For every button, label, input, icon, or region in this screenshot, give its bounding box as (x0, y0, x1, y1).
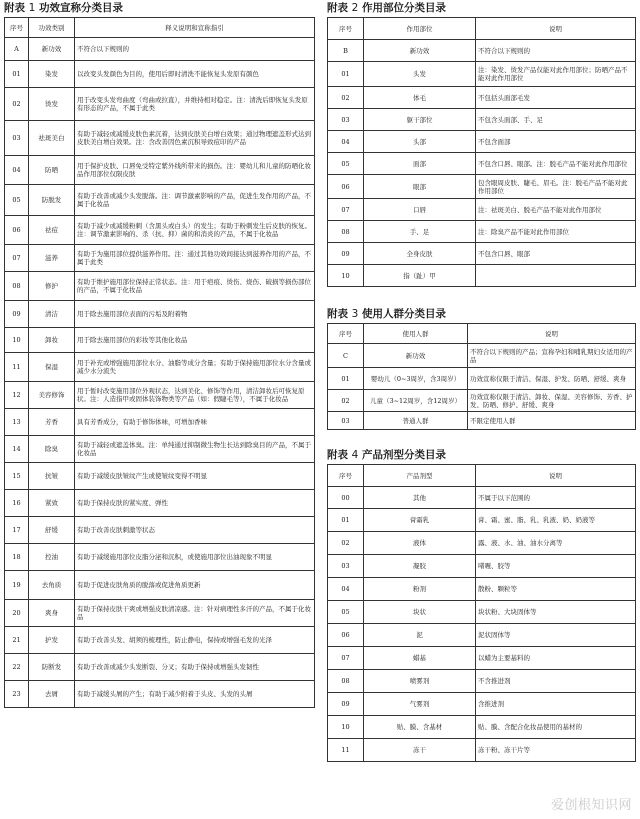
description-cell: 有助于减缓施用部位皮脂分泌和沉积，或使施用部位出油现象不明显 (75, 544, 315, 571)
header-row (328, 18, 636, 40)
table-row (5, 490, 315, 517)
index-cell: B (328, 40, 364, 62)
description-cell: 泥状固体等 (476, 624, 636, 647)
index-cell: 02 (328, 87, 364, 109)
table2-title (327, 0, 636, 17)
header-row (328, 465, 636, 487)
description-cell: 有助于保持皮肤的紧实度、弹性 (75, 490, 315, 517)
table-row (5, 121, 315, 156)
title-prefix: 附表 (327, 449, 348, 461)
description-cell: 不属于以下范围的 (476, 487, 636, 509)
category-cell: 贴、膜、含基材 (364, 716, 476, 739)
description-cell: 用于改变头发弯曲度（弯曲或拉直），并维持相对稳定。注：清洗后即恢复头发原有形态的产品，不属于此类 (75, 88, 315, 121)
description-cell: 冻干粉、冻干片等 (476, 739, 636, 762)
description-cell: 不含推进剂 (476, 670, 636, 693)
table4-title (327, 447, 636, 464)
table-row (5, 681, 315, 708)
index-cell: 05 (328, 153, 364, 175)
index-cell: 03 (328, 412, 364, 430)
index-cell: 07 (328, 199, 364, 221)
header-cell: 使用人群 (364, 324, 468, 344)
table-row (328, 40, 636, 62)
index-cell: 01 (328, 509, 364, 532)
header-row (328, 324, 636, 344)
table-row (5, 517, 315, 544)
table-row (328, 739, 636, 762)
description-cell: 露、液、水、油、油水分离等 (476, 532, 636, 555)
description-cell: 膏、霜、蜜、脂、乳、乳液、奶、奶液等 (476, 509, 636, 532)
index-cell: 02 (5, 88, 29, 121)
table-row (328, 578, 636, 601)
description-cell: 不限定使用人群 (468, 412, 636, 430)
index-cell: 03 (328, 555, 364, 578)
category-cell: 烫发 (29, 88, 75, 121)
description-cell: 不包含口唇、眼部。注：脱毛产品不能对此作用部位 (476, 153, 636, 175)
body-part-table (327, 17, 636, 287)
description-cell: 用于保护皮肤、口唇免受特定紫外线所带来的损伤。注：婴幼儿和儿童的防晒化妆品作用部位仅限皮肤 (75, 156, 315, 185)
description-cell: 有助于促进皮肤角质的脱落或促进角质更新 (75, 571, 315, 600)
category-cell: 手、足 (364, 221, 476, 243)
table-row (5, 544, 315, 571)
header-cell: 作用部位 (364, 18, 476, 40)
title-number: 4 (351, 449, 359, 461)
description-cell: 不包含头面部、手、足 (476, 109, 636, 131)
category-cell: 卸妆 (29, 328, 75, 353)
index-cell: 02 (328, 390, 364, 412)
category-cell: 口唇 (364, 199, 476, 221)
index-cell: 17 (5, 517, 29, 544)
table-row (328, 109, 636, 131)
header-cell: 说明 (476, 18, 636, 40)
category-cell: 普通人群 (364, 412, 468, 430)
category-cell: 新功效 (29, 38, 75, 61)
table-row (328, 670, 636, 693)
index-cell: 06 (328, 175, 364, 199)
table-row (328, 555, 636, 578)
description-cell: 以蜡为主要基料的 (476, 647, 636, 670)
index-cell: 16 (5, 490, 29, 517)
table-row (328, 532, 636, 555)
table-row (5, 272, 315, 301)
category-cell: 控油 (29, 544, 75, 571)
table-row (5, 353, 315, 382)
description-cell: 有助于减缓皮肤皱纹产生或使皱纹变得不明显 (75, 463, 315, 490)
description-cell: 有助于减少或减缓粉刺（含黑头或白头）的发生；有助于粉刺发生后皮肤的恢复。注：调节激素影响的、杀（抗、抑）菌的和消炎的产品，不属于化妆品 (75, 216, 315, 245)
index-cell: 19 (5, 571, 29, 600)
index-cell: 01 (328, 62, 364, 87)
index-cell: 21 (5, 627, 29, 654)
table-row (5, 328, 315, 353)
index-cell: 10 (328, 265, 364, 287)
category-cell: 滋养 (29, 245, 75, 272)
dosage-form-table (327, 464, 636, 762)
table-row (328, 221, 636, 243)
title-number: 3 (351, 308, 359, 320)
table-row (5, 654, 315, 681)
table-row (328, 62, 636, 87)
title-prefix: 附表 (327, 308, 348, 320)
description-cell: 啫喱、胶等 (476, 555, 636, 578)
title-text: 功效宣称分类目录 (39, 2, 123, 14)
description-cell (476, 265, 636, 287)
category-cell: 膏霜乳 (364, 509, 476, 532)
description-cell: 块状粉、大块固体等 (476, 601, 636, 624)
index-cell: 09 (328, 243, 364, 265)
user-group-table (327, 323, 636, 430)
index-cell: 11 (328, 739, 364, 762)
index-cell: 05 (5, 185, 29, 216)
index-cell: 04 (5, 156, 29, 185)
efficacy-table (4, 17, 315, 708)
description-cell: 有助于为施用部位提供滋养作用。注：通过其他功效间接达到滋养作用的产品，不属于此类 (75, 245, 315, 272)
index-cell: 06 (5, 216, 29, 245)
description-cell: 功效宣称仅限于清洁、卸妆、保湿、美容修饰、芳香、护发、防晒、修护、舒缓、爽身 (468, 390, 636, 412)
category-cell: 防脱发 (29, 185, 75, 216)
table-row (5, 185, 315, 216)
index-cell: 07 (328, 647, 364, 670)
category-cell: 眼部 (364, 175, 476, 199)
description-cell: 具有芳香成分，有助于修饰体味，可增加香味 (75, 409, 315, 436)
title-prefix: 附表 (327, 2, 348, 14)
description-cell: 用于暂时改变施用部位外观状态，达到美化、修饰等作用，清洁卸妆后可恢复原状。注：人造指甲或固体装饰物类等产品（如：假睫毛等），不属于化妆品 (75, 382, 315, 409)
index-cell: 09 (5, 301, 29, 328)
description-cell: 注：除臭产品不能对此作用部位 (476, 221, 636, 243)
index-cell: 10 (328, 716, 364, 739)
category-cell: 美容修饰 (29, 382, 75, 409)
description-cell: 用于补充或增强施用部位水分、油脂等成分含量；有助于保持施用部位水分含量或减少水分流失 (75, 353, 315, 382)
category-cell: 气雾剂 (364, 693, 476, 716)
title-prefix: 附表 (4, 2, 25, 14)
header-cell: 序号 (328, 18, 364, 40)
index-cell: C (328, 344, 364, 368)
index-cell: 08 (328, 670, 364, 693)
table-row (328, 368, 636, 390)
category-cell: 粉剂 (364, 578, 476, 601)
description-cell: 有助于减轻或减缓皮肤色素沉着，达到皮肤美白增白效果；通过物理遮盖形式达到皮肤美白增白效果。注：含改善因色素沉积导致痘印的产品 (75, 121, 315, 156)
index-cell: 03 (328, 109, 364, 131)
category-cell: 去角质 (29, 571, 75, 600)
left-column (4, 0, 315, 708)
index-cell: 22 (5, 654, 29, 681)
table-row (5, 382, 315, 409)
description-cell: 有助于改善或减少头发脱落。注：调节激素影响的产品，促进生发作用的产品，不属于化妆品 (75, 185, 315, 216)
description-cell: 有助于减缓头屑的产生；有助于减少附着于头皮、头发的头屑 (75, 681, 315, 708)
category-cell: 头部 (364, 131, 476, 153)
index-cell: 04 (328, 131, 364, 153)
index-cell: 18 (5, 544, 29, 571)
index-cell: 01 (5, 61, 29, 88)
table-row (328, 87, 636, 109)
header-cell: 序号 (328, 465, 364, 487)
category-cell: 紧致 (29, 490, 75, 517)
index-cell: 12 (5, 382, 29, 409)
index-cell: 07 (5, 245, 29, 272)
description-cell: 注：染发、烫发产品仅能对此作用部位；防晒产品不能对此作用部位 (476, 62, 636, 87)
category-cell: 祛斑美白 (29, 121, 75, 156)
table-row (5, 600, 315, 627)
category-cell: 块状 (364, 601, 476, 624)
description-cell: 不符合以下规则的产品；宣称孕妇和哺乳期妇女适用的产品 (468, 344, 636, 368)
index-cell: 15 (5, 463, 29, 490)
table-row (328, 153, 636, 175)
category-cell: 指（趾）甲 (364, 265, 476, 287)
header-cell: 序号 (5, 18, 29, 38)
index-cell: 05 (328, 601, 364, 624)
index-cell: 08 (5, 272, 29, 301)
table-row (328, 412, 636, 430)
table-row (328, 647, 636, 670)
category-cell: 体毛 (364, 87, 476, 109)
index-cell: 01 (328, 368, 364, 390)
table-row (328, 624, 636, 647)
category-cell: 爽身 (29, 600, 75, 627)
category-cell: 舒缓 (29, 517, 75, 544)
index-cell: A (5, 38, 29, 61)
category-cell: 防断发 (29, 654, 75, 681)
description-cell: 有助于改善或减少头发断裂、分叉；有助于保持或增强头发韧性 (75, 654, 315, 681)
table-row (5, 38, 315, 61)
description-cell: 用于除去施用部位表面的污垢及附着物 (75, 301, 315, 328)
header-row (5, 18, 315, 38)
table-row (5, 216, 315, 245)
description-cell: 有助于保持皮肤干爽或增强皮肤清凉感。注：针对病理性多汗的产品，不属于化妆品 (75, 600, 315, 627)
description-cell: 不包括头面部毛发 (476, 87, 636, 109)
title-number: 1 (28, 2, 36, 14)
category-cell: 新功效 (364, 40, 476, 62)
index-cell: 00 (328, 487, 364, 509)
category-cell: 液体 (364, 532, 476, 555)
category-cell: 护发 (29, 627, 75, 654)
description-cell: 以改变头发颜色为目的，使用后即时清洗不能恢复头发原有颜色 (75, 61, 315, 88)
index-cell: 10 (5, 328, 29, 353)
description-cell: 不包含面部 (476, 131, 636, 153)
table-row (328, 487, 636, 509)
category-cell: 祛痘 (29, 216, 75, 245)
header-cell: 产品剂型 (364, 465, 476, 487)
category-cell: 染发 (29, 61, 75, 88)
category-cell: 芳香 (29, 409, 75, 436)
table-row (328, 265, 636, 287)
index-cell: 04 (328, 578, 364, 601)
description-cell: 有助于改善皮肤刺激等状态 (75, 517, 315, 544)
table-row (5, 88, 315, 121)
title-text: 作用部位分类目录 (362, 2, 446, 14)
table-row (5, 436, 315, 463)
index-cell: 23 (5, 681, 29, 708)
description-cell: 注：祛斑美白、脱毛产品不能对此作用部位 (476, 199, 636, 221)
description-cell: 包含眼周皮肤、睫毛、眉毛。注：脱毛产品不能对此作用部位 (476, 175, 636, 199)
category-cell: 去屑 (29, 681, 75, 708)
index-cell: 13 (5, 409, 29, 436)
category-cell: 头发 (364, 62, 476, 87)
category-cell: 冻干 (364, 739, 476, 762)
category-cell: 防晒 (29, 156, 75, 185)
table1-title (4, 0, 315, 17)
category-cell: 清洁 (29, 301, 75, 328)
table-row (5, 245, 315, 272)
category-cell: 保湿 (29, 353, 75, 382)
table-row (328, 693, 636, 716)
index-cell: 02 (328, 532, 364, 555)
description-cell: 用于除去施用部位的彩妆等其他化妆品 (75, 328, 315, 353)
index-cell: 06 (328, 624, 364, 647)
category-cell: 抗皱 (29, 463, 75, 490)
category-cell: 喷雾剂 (364, 670, 476, 693)
right-column (327, 0, 636, 762)
category-cell: 新功效 (364, 344, 468, 368)
table-row (328, 175, 636, 199)
table-row (5, 627, 315, 654)
table-row (328, 601, 636, 624)
table-row (5, 156, 315, 185)
category-cell: 凝胶 (364, 555, 476, 578)
category-cell: 躯干部位 (364, 109, 476, 131)
description-cell: 不符合以下规则的 (75, 38, 315, 61)
table-row (328, 509, 636, 532)
table-row (328, 199, 636, 221)
description-cell: 贴、膜、含配合化妆品使用的基材的 (476, 716, 636, 739)
category-cell: 泥 (364, 624, 476, 647)
category-cell: 全身皮肤 (364, 243, 476, 265)
table-row (328, 390, 636, 412)
table-row (5, 61, 315, 88)
table-row (5, 301, 315, 328)
description-cell: 不符合以下规则的 (476, 40, 636, 62)
header-cell: 功效类别 (29, 18, 75, 38)
table-row (5, 409, 315, 436)
header-cell: 说明 (476, 465, 636, 487)
title-number: 2 (351, 2, 359, 14)
index-cell: 14 (5, 436, 29, 463)
table-row (328, 716, 636, 739)
description-cell: 有助于改善头发、胡须的梳理性，防止静电，保持或增强毛发的光泽 (75, 627, 315, 654)
description-cell: 有助于减轻或遮盖体臭。注：单纯通过抑制微生物生长达到除臭目的产品，不属于化妆品 (75, 436, 315, 463)
header-cell: 序号 (328, 324, 364, 344)
category-cell: 儿童（3~12周岁，含12周岁） (364, 390, 468, 412)
table-row (5, 571, 315, 600)
table-row (328, 131, 636, 153)
category-cell: 面部 (364, 153, 476, 175)
description-cell: 含推进剂 (476, 693, 636, 716)
table3-title (327, 306, 636, 323)
index-cell: 03 (5, 121, 29, 156)
index-cell: 08 (328, 221, 364, 243)
header-cell: 说明 (468, 324, 636, 344)
watermark: 爱创根知识网 (550, 798, 632, 813)
description-cell: 不包含口唇、眼部 (476, 243, 636, 265)
category-cell: 婴幼儿（0~3周岁，含3周岁） (364, 368, 468, 390)
category-cell: 蜡基 (364, 647, 476, 670)
category-cell: 修护 (29, 272, 75, 301)
index-cell: 11 (5, 353, 29, 382)
title-text: 产品剂型分类目录 (362, 449, 446, 461)
description-cell: 有助于维护施用部位保持正常状态。注：用于疤痕、烫伤、烧伤、破损等损伤部位的产品，不属于化妆品 (75, 272, 315, 301)
index-cell: 20 (5, 600, 29, 627)
title-text: 使用人群分类目录 (362, 308, 446, 320)
category-cell: 除臭 (29, 436, 75, 463)
description-cell: 散粉、颗粒等 (476, 578, 636, 601)
category-cell: 其他 (364, 487, 476, 509)
description-cell: 功效宣称仅限于清洁、保湿、护发、防晒、舒缓、爽身 (468, 368, 636, 390)
table-row (328, 344, 636, 368)
table-row (328, 243, 636, 265)
header-cell: 释义说明和宣称指引 (75, 18, 315, 38)
table-row (5, 463, 315, 490)
index-cell: 09 (328, 693, 364, 716)
